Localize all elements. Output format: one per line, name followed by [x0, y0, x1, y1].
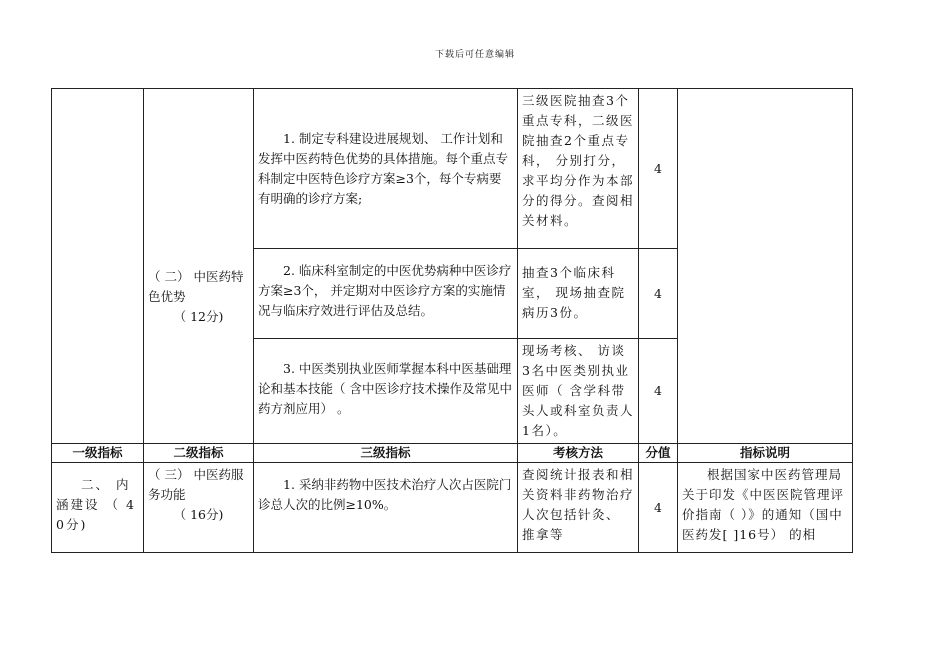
method-text: 抽查3个临床科室， 现场抽查院病历3份。: [522, 265, 626, 320]
table-row: [52, 89, 853, 249]
level2-cell: [144, 463, 254, 553]
note-cell-empty: [678, 89, 853, 444]
note-cell: [678, 463, 853, 553]
level2-score: （ 12分): [173, 309, 224, 324]
criteria-text: 2. 临床科室制定的中医优势病种中医诊疗方案≥3个， 并定期对中医诊疗方案的实施情况与临床疗效进行评估及总结。: [258, 263, 512, 318]
evaluation-table: [51, 88, 853, 553]
level1-text: 二、 内涵建设 （ 40分): [56, 477, 136, 532]
score-cell: 4: [639, 89, 678, 249]
score-cell: 4: [639, 463, 678, 553]
header-level3: 三级指标: [254, 444, 518, 463]
criteria-text: 1. 制定专科建设进展规划、 工作计划和发挥中医药特色优势的具体措施。每个重点专科制定中医特色诊疗方案≥3个，每个专病要有明确的诊疗方案;: [258, 131, 509, 206]
criteria-cell: [254, 463, 518, 553]
criteria-text: 3. 中医类别执业医师掌握本科中医基础理论和基本技能（ 含中医诊疗技术操作及常见中药方剂应用） 。: [258, 361, 512, 416]
header-note: 指标说明: [678, 444, 853, 463]
level2-title: （ 二） 中医药特色优势: [148, 269, 244, 304]
level1-cell: [52, 463, 144, 553]
level2-score: （ 16分): [173, 507, 224, 522]
table-header-row: [52, 444, 853, 463]
method-text: 查阅统计报表和相关资料非药物治疗人次包括针灸、 推拿等: [522, 467, 635, 542]
criteria-cell: [254, 89, 518, 249]
method-cell: [518, 339, 639, 444]
method-text: 现场考核、 访谈3名中医类别执业医师（ 含学科带头人或科室负责人1名）。: [522, 343, 635, 438]
level2-cell: [144, 89, 254, 444]
header-level2: 二级指标: [144, 444, 254, 463]
criteria-cell: [254, 249, 518, 339]
header-note: 下载后可任意编辑: [434, 50, 515, 60]
table-row: [52, 463, 853, 553]
method-cell: [518, 463, 639, 553]
header-method: 考核方法: [518, 444, 639, 463]
note-text: 根据国家中医药管理局关于印发《中医医院管理评价指南（ ）》的通知（国中医药发[ ]16号） 的相: [682, 467, 845, 542]
level1-cell-empty: [52, 89, 144, 444]
score-cell: 4: [639, 339, 678, 444]
score-cell: 4: [639, 249, 678, 339]
header-level1: 一级指标: [52, 444, 144, 463]
method-cell: [518, 89, 639, 249]
criteria-text: 1. 采纳非药物中医技术治疗人次占医院门诊总人次的比例≥10%。: [258, 477, 512, 512]
header-score: 分值: [639, 444, 678, 463]
method-text: 三级医院抽查3个重点专科，二级医院抽查2个重点专科， 分别打分，求平均分作为本部分的得分。查阅相关材料。: [522, 93, 635, 228]
level2-title: （ 三） 中医药服务功能: [148, 467, 244, 502]
criteria-cell: [254, 339, 518, 444]
method-cell: [518, 249, 639, 339]
